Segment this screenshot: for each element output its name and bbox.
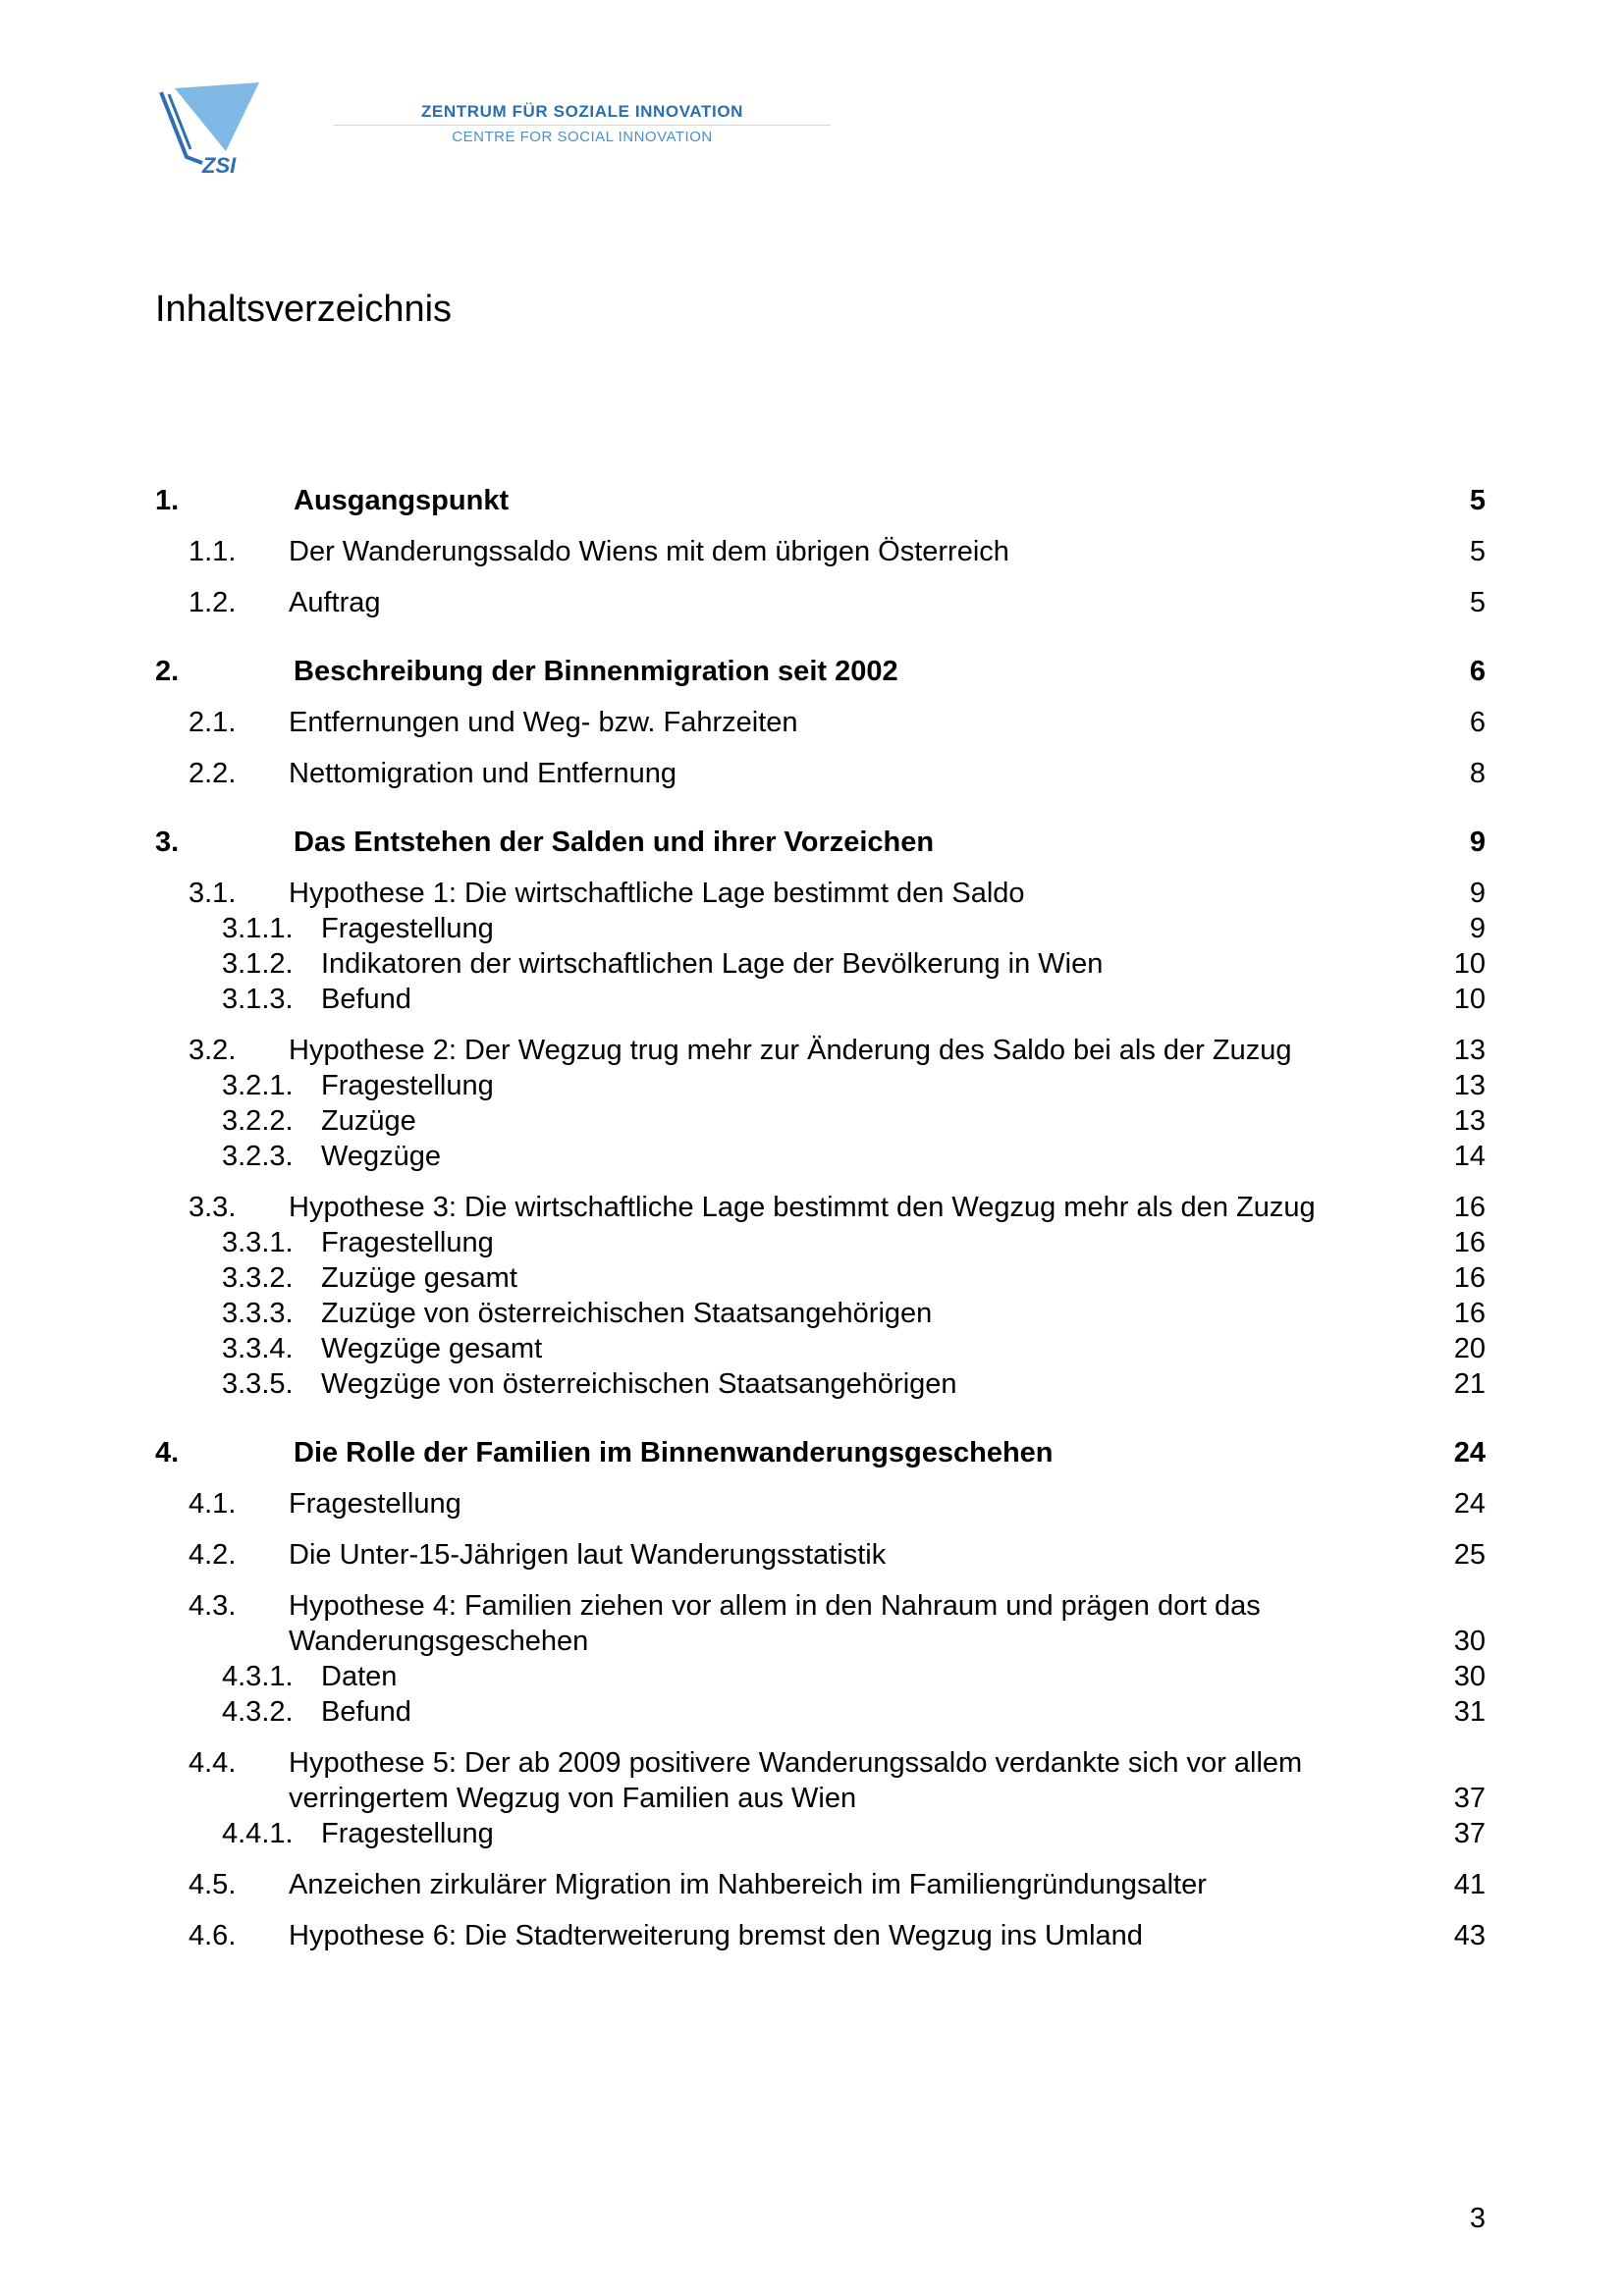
org-name-en: CENTRE FOR SOCIAL INNOVATION [452, 129, 713, 145]
toc-entry[interactable] [155, 483, 1486, 518]
toc-entry-number: 1.2. [189, 587, 237, 618]
zsi-logo [157, 80, 267, 175]
toc-entry-title: Zuzüge von österreichischen Staatsangehörigen [321, 1298, 933, 1329]
toc-entry[interactable] [155, 756, 1486, 791]
toc-entry-page: 13 [1453, 1035, 1486, 1066]
toc-entry-number: 4.5. [189, 1869, 237, 1900]
toc-entry[interactable] [155, 654, 1486, 689]
toc-entry[interactable] [155, 1366, 1486, 1402]
toc-entry-title: Wegzüge gesamt [321, 1333, 543, 1364]
toc-entry[interactable] [155, 1918, 1486, 1953]
toc-entry-number: 4.2. [189, 1539, 237, 1571]
toc-entry-title: Hypothese 1: Die wirtschaftliche Lage bestimmt den Saldo [289, 878, 1025, 909]
toc-entry[interactable] [155, 1659, 1486, 1694]
toc-entry-number: 3.1. [189, 878, 237, 909]
toc-entry-number: 3.3.2. [222, 1262, 294, 1294]
toc-entry-number: 3.3.4. [222, 1333, 294, 1364]
logo-text: ZSI [202, 153, 237, 175]
toc-entry-page: 14 [1453, 1141, 1486, 1172]
toc-entry[interactable] [155, 1745, 1486, 1816]
toc-entry-page: 37 [1453, 1818, 1486, 1849]
toc-entry-page: 10 [1453, 984, 1486, 1015]
toc-entry-page: 6 [1469, 656, 1486, 687]
toc-entry-page: 5 [1469, 536, 1486, 567]
toc-entry[interactable] [155, 1296, 1486, 1331]
toc-entry[interactable] [155, 1537, 1486, 1573]
toc-entry-number: 4.3.1. [222, 1661, 294, 1692]
toc-entry-page: 9 [1469, 878, 1486, 909]
table-of-contents [155, 483, 1486, 1953]
toc-entry-page: 5 [1469, 587, 1486, 618]
toc-entry[interactable] [155, 1867, 1486, 1902]
toc-entry-title: Das Entstehen der Salden und ihrer Vorzeichen [294, 827, 935, 858]
toc-entry-page: 41 [1453, 1869, 1486, 1900]
toc-entry-number: 3.2. [189, 1035, 237, 1066]
toc-entry-title: Hypothese 6: Die Stadterweiterung bremst den Wegzug ins Umland [289, 1920, 1143, 1951]
toc-entry-page: 13 [1453, 1105, 1486, 1137]
toc-entry-number: 2.2. [189, 758, 237, 789]
toc-entry-page: 16 [1453, 1192, 1486, 1223]
toc-entry-number: 3. [155, 827, 180, 858]
organization-header [334, 102, 831, 146]
toc-entry-title: Fragestellung [321, 1070, 494, 1101]
toc-entry[interactable] [155, 876, 1486, 911]
toc-entry-page: 31 [1453, 1696, 1486, 1728]
toc-entry-page: 6 [1469, 707, 1486, 738]
toc-entry[interactable] [155, 1816, 1486, 1851]
toc-entry-page: 9 [1469, 827, 1486, 858]
toc-entry-title: Auftrag [289, 587, 381, 618]
toc-entry[interactable] [155, 1588, 1486, 1659]
toc-entry-page: 24 [1453, 1437, 1486, 1468]
toc-entry-title: Befund [321, 1696, 411, 1728]
toc-entry-number: 4.3. [189, 1590, 237, 1622]
toc-entry-page: 16 [1453, 1227, 1486, 1258]
page-number: 3 [1469, 2203, 1486, 2234]
toc-entry-page: 21 [1453, 1368, 1486, 1400]
toc-entry[interactable] [155, 1694, 1486, 1730]
toc-entry-number: 3.2.3. [222, 1141, 294, 1172]
toc-entry[interactable] [155, 982, 1486, 1017]
toc-entry-title: Die Rolle der Familien im Binnenwanderungsgeschehen [294, 1437, 1054, 1468]
toc-entry[interactable] [155, 911, 1486, 946]
toc-entry-number: 4. [155, 1437, 180, 1468]
toc-entry-number: 3.2.1. [222, 1070, 294, 1101]
toc-entry-title: Anzeichen zirkulärer Migration im Nahbereich im Familiengründungsalter [289, 1869, 1207, 1900]
toc-entry[interactable] [155, 1225, 1486, 1260]
toc-entry-title: Wegzüge von österreichischen Staatsangehörigen [321, 1368, 957, 1400]
toc-entry-number: 4.4. [189, 1747, 237, 1779]
toc-entry-number: 4.4.1. [222, 1818, 294, 1849]
toc-entry-page: 13 [1453, 1070, 1486, 1101]
toc-entry[interactable] [155, 534, 1486, 569]
toc-entry-title: Nettomigration und Entfernung [289, 758, 677, 789]
toc-entry[interactable] [155, 1033, 1486, 1068]
toc-entry[interactable] [155, 1331, 1486, 1366]
toc-entry-page: 30 [1453, 1626, 1486, 1657]
toc-entry[interactable] [155, 1103, 1486, 1139]
toc-entry-number: 3.3.5. [222, 1368, 294, 1400]
toc-entry-title: Fragestellung [289, 1488, 461, 1520]
toc-entry-title: Die Unter-15-Jährigen laut Wanderungsstatistik [289, 1539, 887, 1571]
toc-entry-title: Hypothese 5: Der ab 2009 positivere Wanderungssaldo verdankte sich vor allem verringertem Wegzug von Familien aus Wien [289, 1747, 1303, 1814]
toc-entry-page: 25 [1453, 1539, 1486, 1571]
toc-entry[interactable] [155, 825, 1486, 860]
toc-entry[interactable] [155, 1260, 1486, 1296]
toc-entry-page: 8 [1469, 758, 1486, 789]
header-divider [334, 125, 831, 126]
toc-entry-title: Wegzüge [321, 1141, 441, 1172]
toc-entry[interactable] [155, 705, 1486, 740]
toc-entry-title: Zuzüge gesamt [321, 1262, 517, 1294]
toc-entry-title: Fragestellung [321, 913, 494, 944]
toc-entry-number: 3.3.3. [222, 1298, 294, 1329]
toc-entry-number: 3.1.3. [222, 984, 294, 1015]
toc-entry[interactable] [155, 1139, 1486, 1174]
toc-entry-number: 4.3.2. [222, 1696, 294, 1728]
zsi-logo-icon [157, 80, 267, 175]
toc-entry-page: 16 [1453, 1262, 1486, 1294]
toc-entry-number: 2.1. [189, 707, 237, 738]
toc-entry[interactable] [155, 1190, 1486, 1225]
toc-entry-title: Fragestellung [321, 1818, 494, 1849]
toc-entry[interactable] [155, 1068, 1486, 1103]
toc-entry-number: 1.1. [189, 536, 237, 567]
toc-entry[interactable] [155, 1435, 1486, 1470]
toc-entry-number: 3.3. [189, 1192, 237, 1223]
toc-entry-title: Ausgangspunkt [294, 485, 510, 516]
toc-entry-title: Entfernungen und Weg- bzw. Fahrzeiten [289, 707, 798, 738]
toc-entry-page: 37 [1453, 1783, 1486, 1814]
toc-entry-title: Hypothese 4: Familien ziehen vor allem in den Nahraum und prägen dort das Wanderungsgeschehen [289, 1590, 1261, 1657]
toc-entry[interactable] [155, 585, 1486, 620]
toc-entry[interactable] [155, 946, 1486, 982]
toc-entry-number: 3.1.1. [222, 913, 294, 944]
toc-entry-number: 4.6. [189, 1920, 237, 1951]
toc-entry-title: Hypothese 2: Der Wegzug trug mehr zur Änderung des Saldo bei als der Zuzug [289, 1035, 1292, 1066]
toc-entry-title: Daten [321, 1661, 398, 1692]
toc-entry-number: 3.2.2. [222, 1105, 294, 1137]
toc-entry-title: Hypothese 3: Die wirtschaftliche Lage bestimmt den Wegzug mehr als den Zuzug [289, 1192, 1316, 1223]
toc-entry-page: 9 [1469, 913, 1486, 944]
toc-entry-page: 20 [1453, 1333, 1486, 1364]
toc-entry-number: 4.1. [189, 1488, 237, 1520]
toc-entry-number: 3.3.1. [222, 1227, 294, 1258]
toc-entry-page: 5 [1469, 485, 1486, 516]
toc-entry-title: Befund [321, 984, 411, 1015]
toc-entry-page: 30 [1453, 1661, 1486, 1692]
toc-entry-number: 3.1.2. [222, 948, 294, 980]
toc-entry-title: Zuzüge [321, 1105, 416, 1137]
toc-entry-title: Fragestellung [321, 1227, 494, 1258]
toc-entry-number: 2. [155, 656, 180, 687]
toc-entry-page: 10 [1453, 948, 1486, 980]
toc-entry-title: Der Wanderungssaldo Wiens mit dem übrigen Österreich [289, 536, 1009, 567]
page-title: Inhaltsverzeichnis [155, 289, 453, 330]
toc-entry-page: 43 [1453, 1920, 1486, 1951]
toc-entry-page: 16 [1453, 1298, 1486, 1329]
toc-entry-title: Indikatoren der wirtschaftlichen Lage der Bevölkerung in Wien [321, 948, 1104, 980]
toc-entry-page: 24 [1453, 1488, 1486, 1520]
toc-entry[interactable] [155, 1486, 1486, 1522]
toc-entry-number: 1. [155, 485, 180, 516]
toc-entry-title: Beschreibung der Binnenmigration seit 2002 [294, 656, 898, 687]
org-name-de: ZENTRUM FÜR SOZIALE INNOVATION [420, 102, 744, 121]
